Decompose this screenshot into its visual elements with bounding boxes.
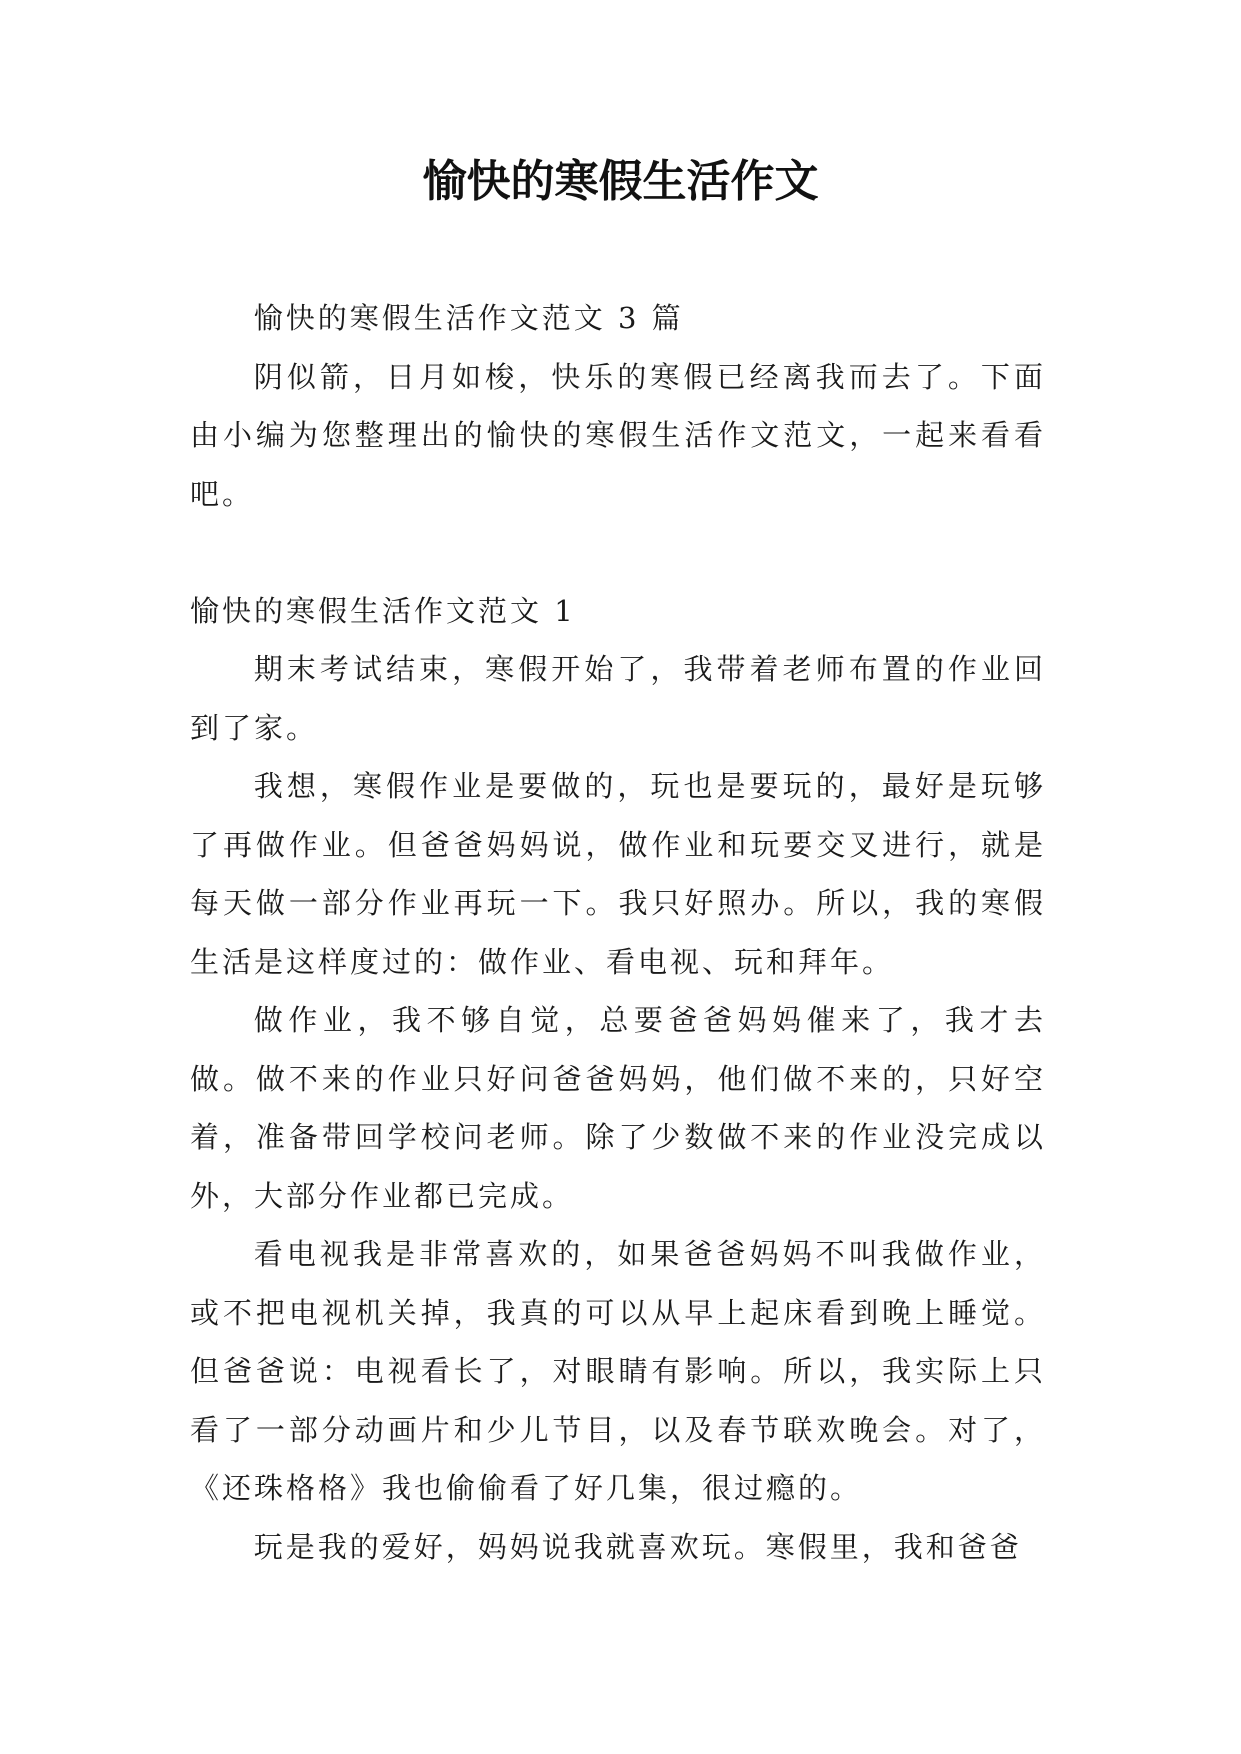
- body-paragraph: 做作业，我不够自觉，总要爸爸妈妈催来了，我才去做。做不来的作业只好问爸爸妈妈，他们做不来的，只好空着，准备带回学校问老师。除了少数做不来的作业没完成以外，大部分作业都已完成。: [190, 1003, 1046, 1213]
- document-title: 愉快的寒假生活作文: [422, 156, 819, 207]
- intro-paragraph: 阴似箭，日月如梭，快乐的寒假已经离我而去了。下面由小编为您整理出的愉快的寒假生活作文范文，一起来看看吧。: [190, 359, 1046, 511]
- document-body: [190, 289, 1046, 1576]
- body-paragraph: 玩是我的爱好，妈妈说我就喜欢玩。寒假里，我和爸爸: [253, 1529, 1022, 1564]
- subtitle: 愉快的寒假生活作文范文 3 篇: [253, 301, 684, 335]
- section-heading: 愉快的寒假生活作文范文 1: [190, 593, 576, 628]
- body-paragraph: 我想，寒假作业是要做的，玩也是要玩的，最好是玩够了再做作业。但爸爸妈妈说，做作业和玩要交叉进行，就是每天做一部分作业再玩一下。我只好照办。所以，我的寒假生活是这样度过的：做作业、看电视、玩和拜年。: [190, 769, 1046, 979]
- body-paragraph: 期末考试结束，寒假开始了，我带着老师布置的作业回到了家。: [190, 652, 1046, 745]
- body-paragraph: 看电视我是非常喜欢的，如果爸爸妈妈不叫我做作业，或不把电视机关掉，我真的可以从早上起床看到晚上睡觉。但爸爸说：电视看长了，对眼睛有影响。所以，我实际上只看了一部分动画片和少儿节目，以及春节联欢晚会。对了，《还珠格格》我也偷偷看了好几集，很过瘾的。: [190, 1237, 1046, 1505]
- paragraph-gap: [190, 523, 1046, 582]
